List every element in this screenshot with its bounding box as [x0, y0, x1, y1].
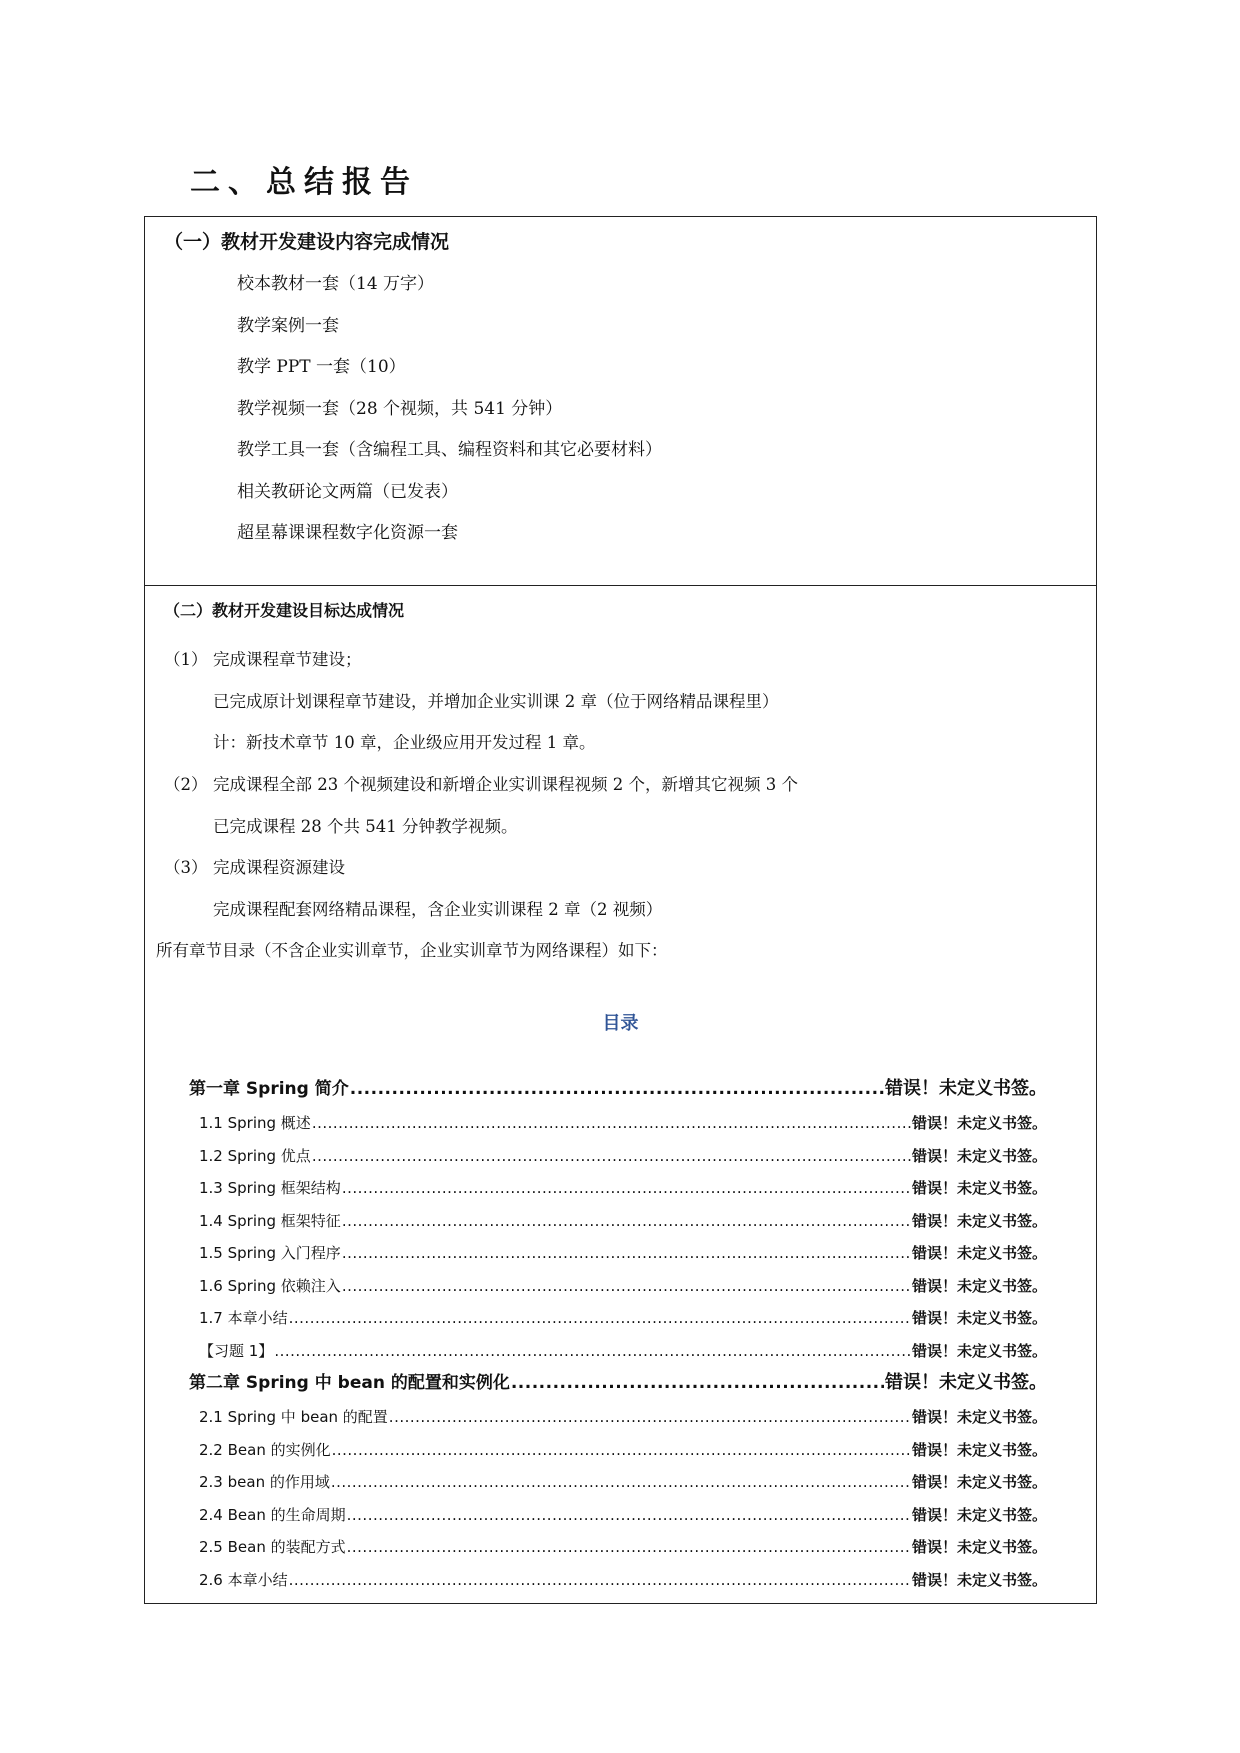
toc-entry-page: 错误！未定义书签。	[911, 1440, 1047, 1459]
all-chapters-note: 所有章节目录（不含企业实训章节，企业实训章节为网络课程）如下：	[156, 941, 668, 960]
toc-section-entry[interactable]	[189, 1565, 1047, 1598]
toc-entry-page: 错误！未定义书签。	[911, 1114, 1047, 1132]
goal3-detail: 完成课程配套网络精品课程，含企业实训课程 2 章（2 视频）	[213, 900, 663, 919]
toc-entry-page: 错误！未定义书签。	[911, 1538, 1047, 1556]
goal2-detail: 已完成课程 28 个共 541 分钟教学视频。	[213, 817, 518, 836]
toc-title: 目录	[602, 1013, 639, 1034]
toc-leader-dots	[332, 1435, 911, 1465]
toc-section-entry[interactable]	[189, 1532, 1047, 1565]
toc-section-entry[interactable]	[189, 1500, 1047, 1533]
deliverable-item: 教学案例一套	[237, 315, 339, 336]
deliverable-item: 校本教材一套（14 万字）	[237, 274, 435, 294]
goal1-detail-1: 已完成原计划课程章节建设，并增加企业实训课 2 章（位于网络精品课程里）	[213, 692, 779, 711]
toc-leader-dots	[342, 1206, 911, 1236]
toc-entry-page: 错误！未定义书签。	[911, 1244, 1047, 1262]
table-of-contents	[189, 1074, 1047, 1597]
toc-leader-dots	[312, 1108, 911, 1138]
toc-chapter-entry[interactable]	[189, 1368, 1047, 1402]
goal1-detail-2: 计：新技术章节 10 章，企业级应用开发过程 1 章。	[213, 733, 596, 752]
goal3-text: 完成课程资源建设	[213, 858, 345, 877]
toc-section-entry[interactable]	[189, 1206, 1047, 1239]
toc-section-entry[interactable]	[189, 1402, 1047, 1435]
toc-entry-title: 2.6 本章小结	[199, 1570, 288, 1589]
toc-section-entry[interactable]	[189, 1173, 1047, 1206]
report-table	[144, 216, 1097, 1604]
toc-leader-dots	[350, 1074, 884, 1104]
toc-entry-title: 1.7 本章小结	[199, 1309, 288, 1327]
toc-leader-dots	[289, 1565, 911, 1595]
toc-section-entry[interactable]	[189, 1336, 1047, 1369]
section1-title: （一）教材开发建设内容完成情况	[164, 231, 450, 253]
toc-leader-dots	[347, 1500, 911, 1530]
goal3-number: （3）	[164, 858, 208, 877]
toc-entry-page: 错误！未定义书签。	[911, 1276, 1047, 1295]
deliverable-item: 教学 PPT 一套（10）	[237, 357, 406, 377]
toc-entry-page: 错误！未定义书签。	[911, 1473, 1047, 1491]
toc-section-entry[interactable]	[189, 1467, 1047, 1500]
toc-leader-dots	[274, 1336, 911, 1366]
toc-entry-page: 错误！未定义书签。	[885, 1372, 1047, 1393]
toc-entry-page: 错误！未定义书签。	[911, 1570, 1047, 1589]
deliverable-item: 教学工具一套（含编程工具、编程资料和其它必要材料）	[237, 440, 662, 460]
toc-section-entry[interactable]	[189, 1435, 1047, 1468]
goal1-number: （1）	[164, 650, 208, 669]
toc-entry-title: 2.4 Bean 的生命周期	[199, 1505, 346, 1524]
toc-entry-title: 第一章 Spring 简介	[189, 1079, 349, 1099]
toc-section-entry[interactable]	[189, 1238, 1047, 1271]
page-heading: 二、总结报告	[190, 165, 418, 200]
goal2-number: （2）	[164, 775, 208, 794]
toc-entry-title: 【习题 1】	[199, 1341, 274, 1360]
toc-leader-dots	[289, 1303, 911, 1333]
deliverable-item: 超星幕课课程数字化资源一套	[237, 523, 458, 543]
toc-leader-dots	[389, 1402, 911, 1432]
toc-entry-title: 1.4 Spring 框架特征	[199, 1211, 341, 1230]
toc-section-entry[interactable]	[189, 1141, 1047, 1174]
toc-entry-title: 1.1 Spring 概述	[199, 1114, 311, 1132]
toc-leader-dots	[342, 1271, 911, 1301]
goal2-text: 完成课程全部 23 个视频建设和新增企业实训课程视频 2 个，新增其它视频 3 个	[213, 775, 798, 794]
toc-leader-dots	[347, 1532, 911, 1562]
toc-entry-title: 1.6 Spring 依赖注入	[199, 1276, 341, 1295]
toc-leader-dots	[331, 1467, 911, 1497]
toc-entry-title: 2.2 Bean 的实例化	[199, 1440, 331, 1459]
toc-entry-title: 1.2 Spring 优点	[199, 1146, 311, 1165]
section2-title: （二）教材开发建设目标达成情况	[164, 601, 405, 620]
toc-section-entry[interactable]	[189, 1303, 1047, 1336]
toc-leader-dots	[342, 1238, 911, 1268]
section-divider	[145, 585, 1096, 586]
toc-entry-page: 错误！未定义书签。	[911, 1408, 1047, 1426]
toc-entry-title: 2.1 Spring 中 bean 的配置	[199, 1408, 388, 1426]
toc-section-entry[interactable]	[189, 1108, 1047, 1141]
toc-entry-page: 错误！未定义书签。	[911, 1505, 1047, 1524]
toc-entry-page: 错误！未定义书签。	[911, 1309, 1047, 1327]
toc-entry-page: 错误！未定义书签。	[911, 1341, 1047, 1360]
deliverable-item: 相关教研论文两篇（已发表）	[237, 481, 458, 502]
toc-entry-page: 错误！未定义书签。	[885, 1078, 1047, 1099]
toc-leader-dots	[312, 1141, 911, 1171]
toc-entry-page: 错误！未定义书签。	[911, 1146, 1047, 1165]
toc-entry-title: 2.5 Bean 的装配方式	[199, 1538, 346, 1556]
toc-section-entry[interactable]	[189, 1271, 1047, 1304]
toc-leader-dots	[342, 1173, 911, 1203]
toc-chapter-entry[interactable]	[189, 1074, 1047, 1108]
toc-entry-title: 1.3 Spring 框架结构	[199, 1179, 341, 1197]
toc-entry-page: 错误！未定义书签。	[911, 1211, 1047, 1230]
goal1-text: 完成课程章节建设；	[213, 650, 362, 669]
deliverable-item: 教学视频一套（28 个视频，共 541 分钟）	[237, 398, 563, 419]
toc-entry-page: 错误！未定义书签。	[911, 1179, 1047, 1197]
deliverables-list	[237, 272, 662, 563]
toc-entry-title: 第二章 Spring 中 bean 的配置和实例化	[189, 1373, 510, 1393]
toc-leader-dots	[511, 1368, 884, 1398]
toc-entry-title: 1.5 Spring 入门程序	[199, 1244, 341, 1262]
toc-entry-title: 2.3 bean 的作用域	[199, 1473, 330, 1491]
